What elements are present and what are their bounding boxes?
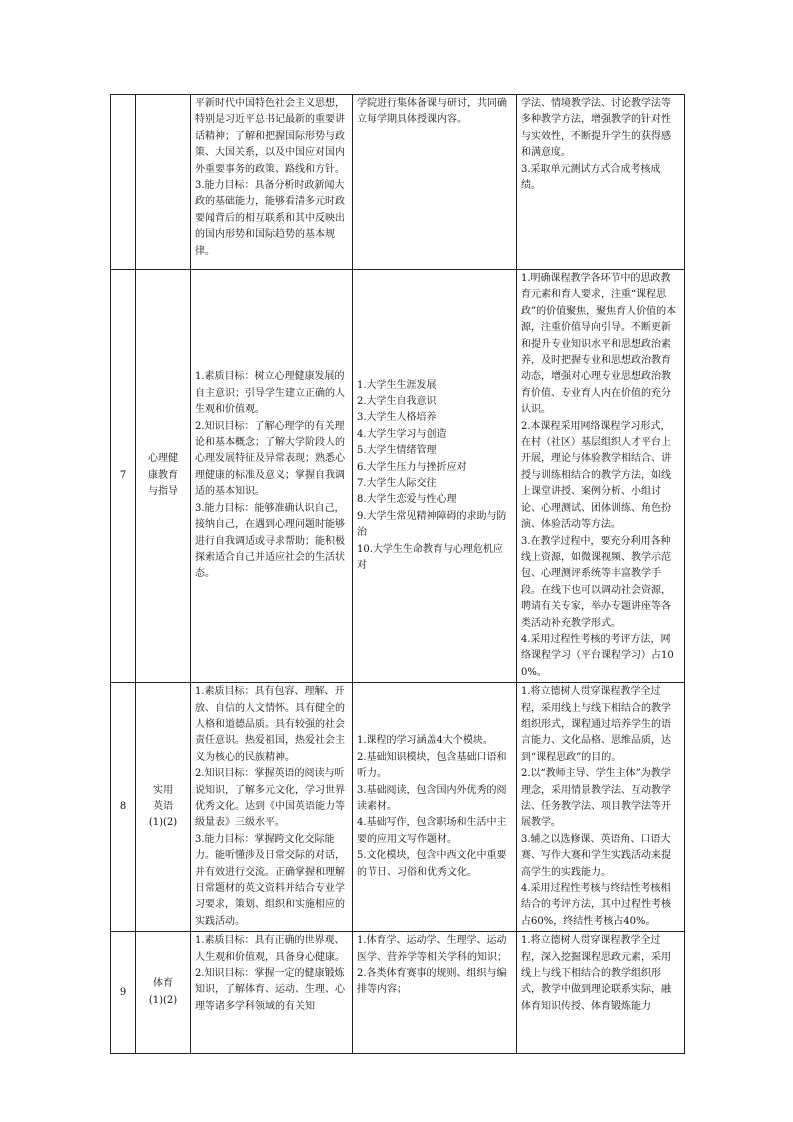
requirement-text: 4.采用过程性考核与终结性考核相结合的考评方法，其中过程性考核占60%，终结性考核占40%。 bbox=[521, 883, 671, 927]
table-row bbox=[111, 270, 685, 683]
objectives-cell bbox=[191, 270, 353, 683]
objectives-cell bbox=[191, 95, 353, 270]
objective-text: 1.素质目标：具有正确的世界观、人生观和价值观，具备身心健康。 bbox=[195, 935, 345, 963]
requirement-text: 1.将立德树人贯穿课程教学全过程，深入挖掘课程思政元素，采用线上与线下相结合的教学组织形式，教学中做到理论联系实际，融体育知识传授、体育锻炼能力 bbox=[521, 935, 671, 1012]
content-text: 8.大学生恋爱与性心理 bbox=[357, 494, 457, 506]
objective-text: 2.知识目标：掌握英语的阅读与听说知识，了解多元文化，学习世界优秀文化。达到《中国英语能力等级量表》三级水平。 bbox=[195, 768, 345, 829]
objective-text: 2.知识目标：掌握一定的健康锻炼知识，了解体育、运动、生理、心理等诸多学科领域的有关知 bbox=[195, 968, 345, 1012]
requirement-text: 1.将立德树人贯穿课程教学全过程，采用线上与线下相结合的教学组织形式，课程通过培养学生的语言能力、文化品格、思维品质，达到“课程思政”的目的。 bbox=[521, 686, 671, 763]
content-text: 2.各类体育赛事的规则、组织与编排等内容； bbox=[357, 968, 507, 996]
content-text: 9.大学生常见精神障碍的求助与防治 bbox=[357, 510, 507, 539]
requirement-text: 3.采取单元测试方式合成考核成绩。 bbox=[521, 163, 661, 192]
row-number: 8 bbox=[111, 683, 136, 932]
content-text: 2.基础知识模块，包含基础口语和听力。 bbox=[357, 751, 507, 780]
content-text: 2.大学生自我意识 bbox=[357, 396, 437, 408]
course-name bbox=[136, 270, 191, 683]
content-text: 学院进行集体备课与研讨，共同确立每学期具体授课内容。 bbox=[357, 98, 507, 126]
row-number: 7 bbox=[111, 270, 136, 683]
curriculum-table-body bbox=[111, 95, 685, 1054]
requirements-cell bbox=[517, 683, 685, 932]
requirement-text: 1.明确课程教学各环节中的思政教育元素和育人要求，注重“课程思政”的价值聚焦，聚焦育人价值的本源，注重价值导向引导。不断更新和提升专业知识水平和思想政治素养，及时把握专业和思想政治教育动态，增强对心理专业思想政治教育价值、专业育人内在价值的充分认识。 bbox=[521, 273, 677, 416]
objectives-cell bbox=[191, 683, 353, 932]
course-name bbox=[136, 95, 191, 270]
row-number: 9 bbox=[111, 932, 136, 1054]
objective-text: 3.能力目标：能够准确认识自己，接纳自己，在遇到心理问题时能够进行自我调适或寻求帮助；能积极探索适合自己并适应社会的生活状态。 bbox=[195, 502, 345, 580]
objective-text: 平新时代中国特色社会主义思想，特别是习近平总书记最新的重要讲话精神；了解和把握国际形势与政策、大国关系，以及中国应对国内外重要事务的政策、路线和方针。 bbox=[195, 98, 345, 175]
course-name-line: 英语 bbox=[153, 801, 173, 812]
content-cell bbox=[353, 683, 517, 932]
requirement-text: 2.本课程采用网络课程学习形式，在村（社区）基层组织人才平台上开展，理论与体验教学相结合、讲授与训练相结合的教学方法，如线上课堂讲授、案例分析、小组讨论、心理测试、团体训练、角色扮演、体验活动等方法。 bbox=[521, 420, 671, 531]
content-text: 1.大学生生涯发展 bbox=[357, 379, 437, 391]
objective-text: 3.能力目标：掌握跨文化交际能力。能听懂涉及日常交际的对话，并有效进行交流。正确掌握和理解日常题材的英文资料并结合专业学习要求，策划、组织和实施相应的实践活动。 bbox=[195, 833, 345, 927]
content-text: 4.大学生学习与创造 bbox=[357, 428, 447, 440]
curriculum-table bbox=[110, 94, 685, 1054]
content-text: 5.大学生情绪管理 bbox=[357, 445, 437, 457]
content-text: 3.大学生人格培养 bbox=[357, 412, 437, 424]
content-text: 1.体育学、运动学、生理学、运动医学、营养学等相关学科的知识； bbox=[357, 935, 507, 963]
course-name-line: (1)(2) bbox=[148, 817, 178, 829]
content-text: 1.课程的学习涵盖4大个模块。 bbox=[357, 735, 493, 747]
table-row bbox=[111, 95, 685, 270]
requirement-text: 3.在教学过程中，要充分利用各种线上资源，如微课视频、教学示范包、心理测评系统等丰富教学手段。在线下也可以调动社会资源，聘请有关专家，举办专题讲座等各类活动补充教学形式。 bbox=[521, 535, 671, 629]
course-name-line: 心理健 bbox=[148, 453, 178, 465]
requirement-text: 学法、情境教学法、讨论教学法等多种教学方法，增强教学的针对性与实效性，不断提升学生的获得感和满意度。 bbox=[521, 98, 671, 159]
requirements-cell bbox=[517, 270, 685, 683]
content-text: 3.基础阅读，包含国内外优秀的阅读素材。 bbox=[357, 784, 507, 812]
course-name-line: 实用 bbox=[153, 784, 173, 796]
objective-text: 3.能力目标：具备分析时政新闻大政的基础能力，能够看清多元时政要闻背后的相互联系和其中反映出的国内形势和国际趋势的基本规律。 bbox=[195, 180, 345, 257]
table-row bbox=[111, 683, 685, 932]
row-number bbox=[111, 95, 136, 270]
objective-text: 2.知识目标：了解心理学的有关理论和基本概念；了解大学阶段人的心理发展特征及异常表现；熟悉心理健康的标准及意义；掌握自我调适的基本知识。 bbox=[195, 420, 345, 498]
requirements-cell bbox=[517, 95, 685, 270]
objectives-cell bbox=[191, 932, 353, 1054]
course-name-line: 康教育 bbox=[148, 469, 178, 481]
course-name-line: 体育 bbox=[153, 978, 173, 990]
objective-text: 1.素质目标：树立心理健康发展的自主意识；引导学生建立正确的人生观和价值观。 bbox=[195, 371, 345, 416]
objective-text: 1.素质目标：具有包容、理解、开放、自信的人文情怀。具有健全的人格和道德品质。具有较强的社会责任意识。热爱祖国，热爱社会主义为核心的民族精神。 bbox=[195, 686, 345, 763]
course-name bbox=[136, 932, 191, 1054]
requirement-text: 3.辅之以选修课、英语角、口语大赛、写作大赛和学生实践活动来提高学生的实践能力。 bbox=[521, 833, 671, 878]
requirement-text: 4.采用过程性考核的考评方法，网络课程学习（平台课程学习）占100%。 bbox=[521, 633, 674, 678]
content-cell bbox=[353, 932, 517, 1054]
course-name bbox=[136, 683, 191, 932]
content-cell bbox=[353, 270, 517, 683]
course-name-line: 与指导 bbox=[148, 486, 178, 498]
content-cell bbox=[353, 95, 517, 270]
content-text: 7.大学生人际交往 bbox=[357, 478, 437, 490]
content-text: 6.大学生压力与挫折应对 bbox=[357, 461, 467, 473]
content-text: 5.文化模块，包含中西文化中重要的节日、习俗和优秀文化。 bbox=[357, 850, 507, 878]
requirements-cell bbox=[517, 932, 685, 1054]
table-row bbox=[111, 932, 685, 1054]
content-text: 10.大学生生命教育与心理危机应对 bbox=[357, 543, 503, 572]
course-name-line: (1)(2) bbox=[148, 994, 178, 1006]
requirement-text: 2.以“教师主导、学生主体”为教学理念，采用情景教学法、互动教学法、任务教学法、项目教学法等开展教学。 bbox=[521, 768, 671, 829]
content-text: 4.基础写作，包含职场和生活中主要的应用文写作题材。 bbox=[357, 817, 507, 845]
